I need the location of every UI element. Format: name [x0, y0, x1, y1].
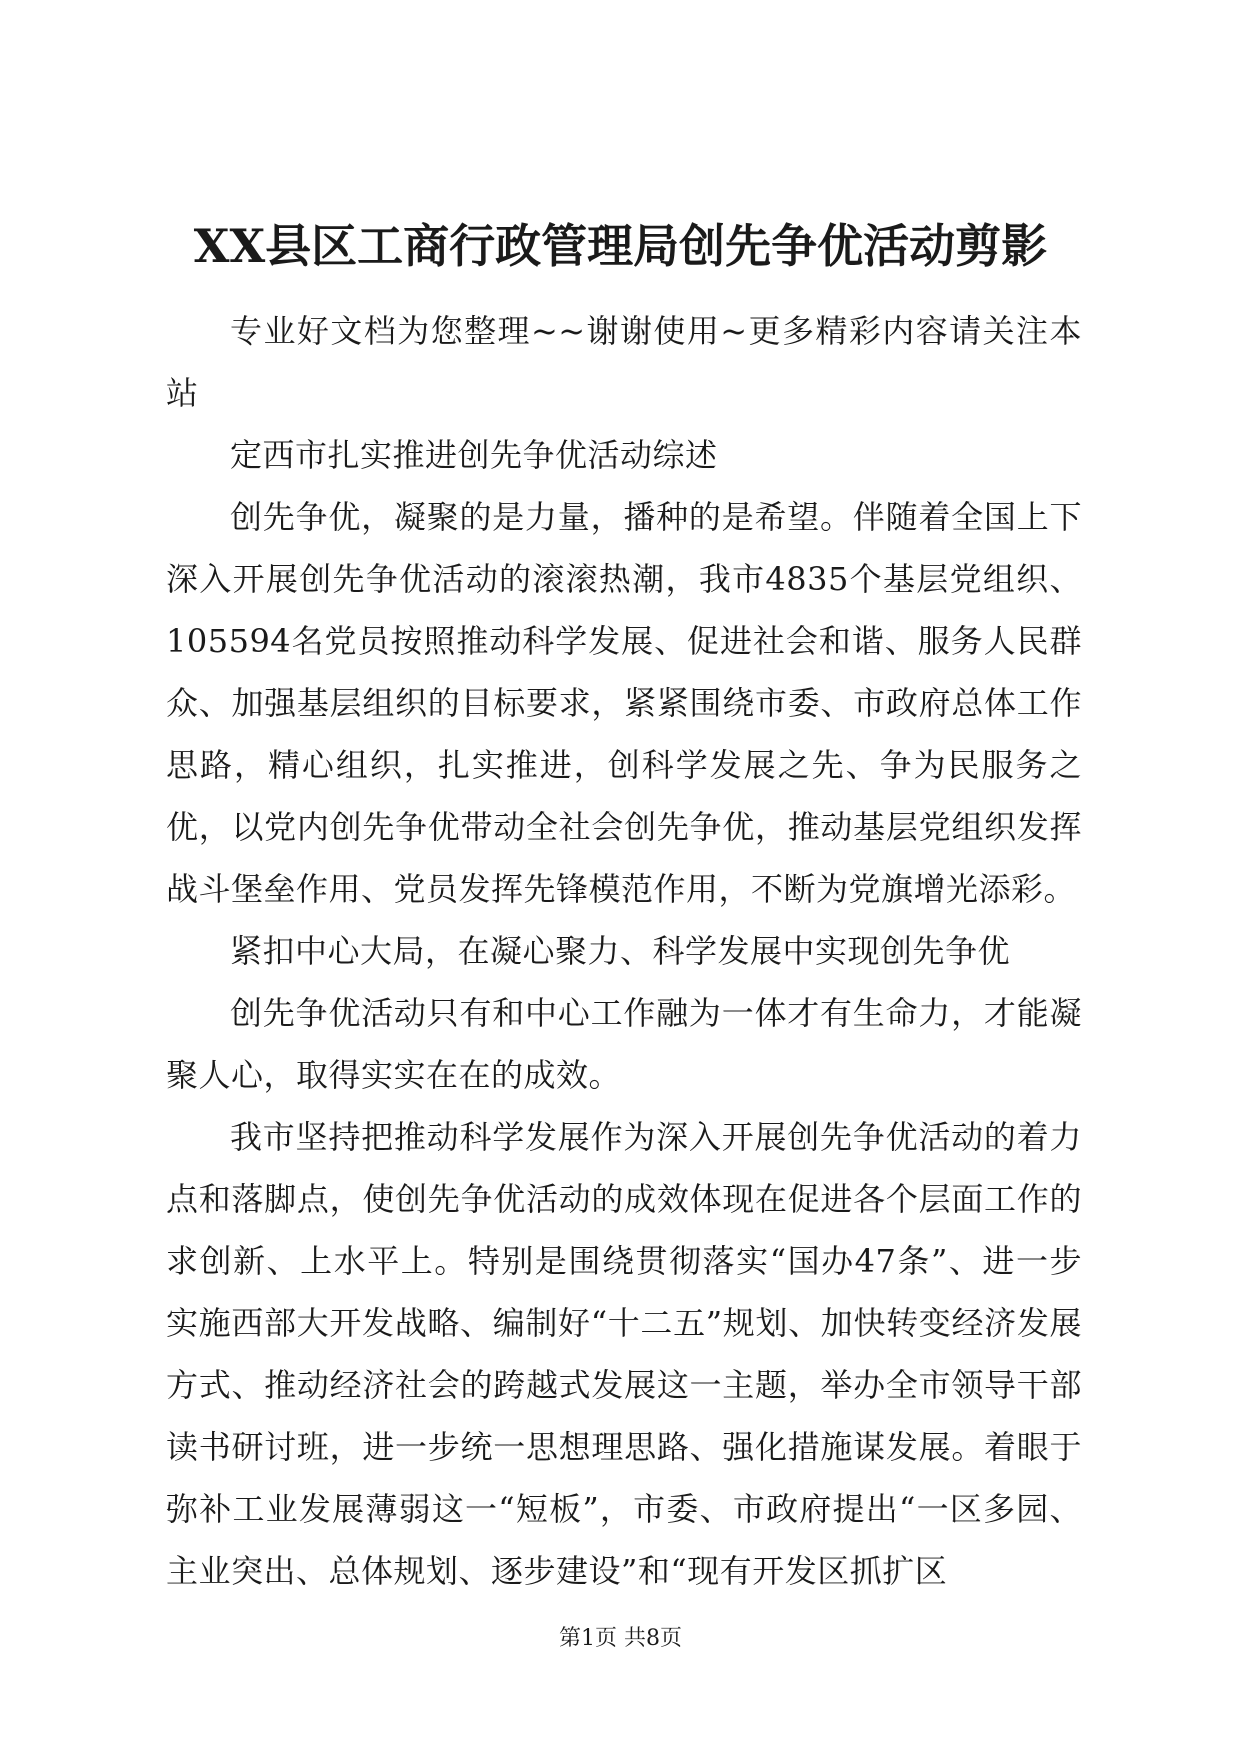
paragraph-intro-note: 专业好文档为您整理~~谢谢使用~更多精彩内容请关注本站 — [166, 312, 1082, 412]
paragraph-opening: 创先争优，凝聚的是力量，播种的是希望。伴随着全国上下深入开展创先争优活动的滚滚热潮，我市4835个基层党组织、105594名党员按照推动科学发展、促进社会和谐、服务人民群众、加强基层组织的目标要求，紧紧围绕市委、市政府总体工作思路，精心组织，扎实推进，创科学发展之先、争为民服务之优，以党内创先争优带动全社会创先争优，推动基层党组织发挥战斗堡垒作用、党员发挥先锋模范作用，不断为党旗增光添彩。 — [166, 498, 1082, 908]
paragraph-section-heading: 紧扣中心大局，在凝心聚力、科学发展中实现创先争优 — [230, 932, 1011, 970]
document-body — [166, 300, 1082, 1602]
document-title: XX县区工商行政管理局创先争优活动剪影 — [193, 219, 1048, 273]
paragraph-section-lead: 创先争优活动只有和中心工作融为一体才有生命力，才能凝聚人心，取得实实在在的成效。 — [166, 994, 1082, 1094]
paragraph-subtitle: 定西市扎实推进创先争优活动综述 — [230, 436, 718, 474]
paragraph-section-detail: 我市坚持把推动科学发展作为深入开展创先争优活动的着力点和落脚点，使创先争优活动的成效体现在促进各个层面工作的求创新、上水平上。特别是围绕贯彻落实“国办47条”、进一步实施西部大开发战略、编制好“十二五”规划、加快转变经济发展方式、推动经济社会的跨越式发展这一主题，举办全市领导干部读书研讨班，进一步统一思想理思路、强化措施谋发展。着眼于弥补工业发展薄弱这一“短板”，市委、市政府提出“一区多园、主业突出、总体规划、逐步建设”和“现有开发区抓扩区 — [166, 1118, 1082, 1590]
page-footer: 第1页 共8页 — [559, 1626, 682, 1651]
